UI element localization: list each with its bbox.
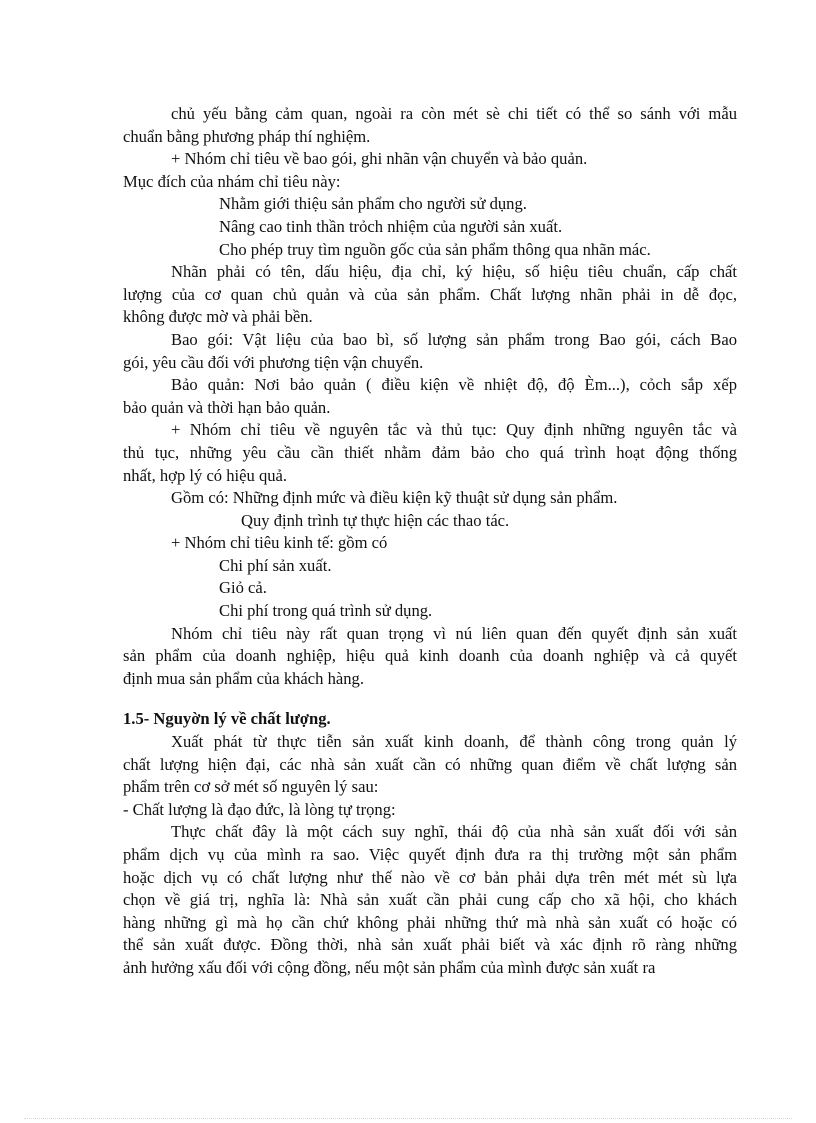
text-line: lượng của cơ quan chủ quản và của sản phẩm. Chất lượng nhãn phải in dễ đọc, xyxy=(123,284,737,304)
text-line: định mua sản phẩm của khách hàng. xyxy=(123,668,364,688)
text-line: Nhóm chỉ tiêu này rất quan trọng vì nú liên quan đến quyết định sản xuất xyxy=(171,623,737,643)
text-line: Nâng cao tinh thần trỏch nhiệm của người sản xuất. xyxy=(219,216,563,236)
text-line: Bao gói: Vật liệu của bao bì, số lượng sản phẩm trong Bao gói, cách Bao xyxy=(171,329,737,349)
text-line: Cho phép truy tìm nguồn gốc của sản phẩm thông qua nhãn mác. xyxy=(219,239,651,259)
text-line: Gồm có: Những định mức và điều kiện kỹ thuật sử dụng sản phẩm. xyxy=(171,488,618,508)
text-line: Chi phí trong quá trình sử dụng. xyxy=(219,601,433,621)
text-line: chuẩn bằng phương pháp thí nghiệm. xyxy=(123,126,371,146)
text-line: Nhãn phải có tên, dấu hiệu, địa chỉ, ký hiệu, số hiệu tiêu chuẩn, cấp chất xyxy=(171,262,737,282)
text-line: chọn về giá trị, nghĩa là: Nhà sản xuất cần phải cung cấp cho xã hội, cho khách xyxy=(123,890,737,910)
text-line: sản phẩm của doanh nghiệp, hiệu quả kinh doanh của doanh nghiệp và cả quyết xyxy=(123,646,737,666)
document-page xyxy=(123,103,737,980)
text-line: chủ yếu bằng cảm quan, ngoài ra còn mét sè chi tiết có thể so sánh với mẫu xyxy=(171,104,737,123)
text-line: + Nhóm chỉ tiêu về nguyên tắc và thủ tục: Quy định những nguyên tắc và xyxy=(171,420,737,440)
text-line: gói, yêu cầu đối với phương tiện vận chuyển. xyxy=(123,352,424,372)
text-line: Giỏ cả. xyxy=(219,578,267,598)
text-line: phẩm trên cơ sở mét số nguyên lý sau: xyxy=(123,777,379,797)
text-line: nhất, hợp lý có hiệu quả. xyxy=(123,465,288,485)
text-line: phẩm dịch vụ của mình ra sao. Việc quyết định đưa ra thị trường một sản phẩm xyxy=(123,845,737,864)
text-line: chất lượng hiện đại, các nhà sản xuất cần có những quan điểm về chất lượng sản xyxy=(123,754,737,774)
text-line: Bảo quản: Nơi bảo quản ( điều kiện về nhiệt độ, độ Èm...), cỏch sắp xếp xyxy=(171,375,737,395)
text-line: ảnh hưởng xấu đối với cộng đồng, nếu một sản phẩm của mình được sản xuất ra xyxy=(123,957,656,977)
text-line: + Nhóm chỉ tiêu về bao gói, ghi nhãn vận chuyển và bảo quản. xyxy=(171,149,588,169)
text-line: Chi phí sản xuất. xyxy=(219,555,332,575)
text-line: hàng những gì mà họ cần chứ không phải những thứ mà nhà sản xuất có hoặc có xyxy=(123,912,737,932)
text-line: hoặc dịch vụ có chất lượng như thế nào về cơ bản phải dựa trên mét mét sù lựa xyxy=(123,867,737,887)
text-line: - Chất lượng là đạo đức, là lòng tự trọng: xyxy=(123,799,396,819)
section-heading: 1.5- Nguyờn lý về chất lượng. xyxy=(123,709,331,729)
text-line: bảo quản và thời hạn bảo quản. xyxy=(123,397,331,417)
text-line: Mục đích của nhám chỉ tiêu này: xyxy=(123,171,341,191)
text-line: thủ tục, những yêu cầu cần thiết nhằm đảm bảo cho quá trình hoạt động thống xyxy=(123,442,737,462)
text-line: Quy định trình tự thực hiện các thao tác. xyxy=(241,510,510,530)
text-line: không được mờ và phải bền. xyxy=(123,307,313,327)
page-bottom-divider xyxy=(24,1118,792,1119)
text-line: Xuất phát từ thực tiễn sản xuất kinh doanh, để thành công trong quản lý xyxy=(171,732,737,752)
text-line: Nhằm giới thiệu sản phẩm cho người sử dụng. xyxy=(219,194,527,214)
text-line: + Nhóm chỉ tiêu kinh tế: gồm có xyxy=(171,533,388,553)
text-line: thể sản xuất được. Đồng thời, nhà sản xuất phải biết và xác định rõ ràng những xyxy=(123,935,737,955)
text-line: Thực chất đây là một cách suy nghĩ, thái độ của nhà sản xuất đối với sản xyxy=(171,822,737,842)
